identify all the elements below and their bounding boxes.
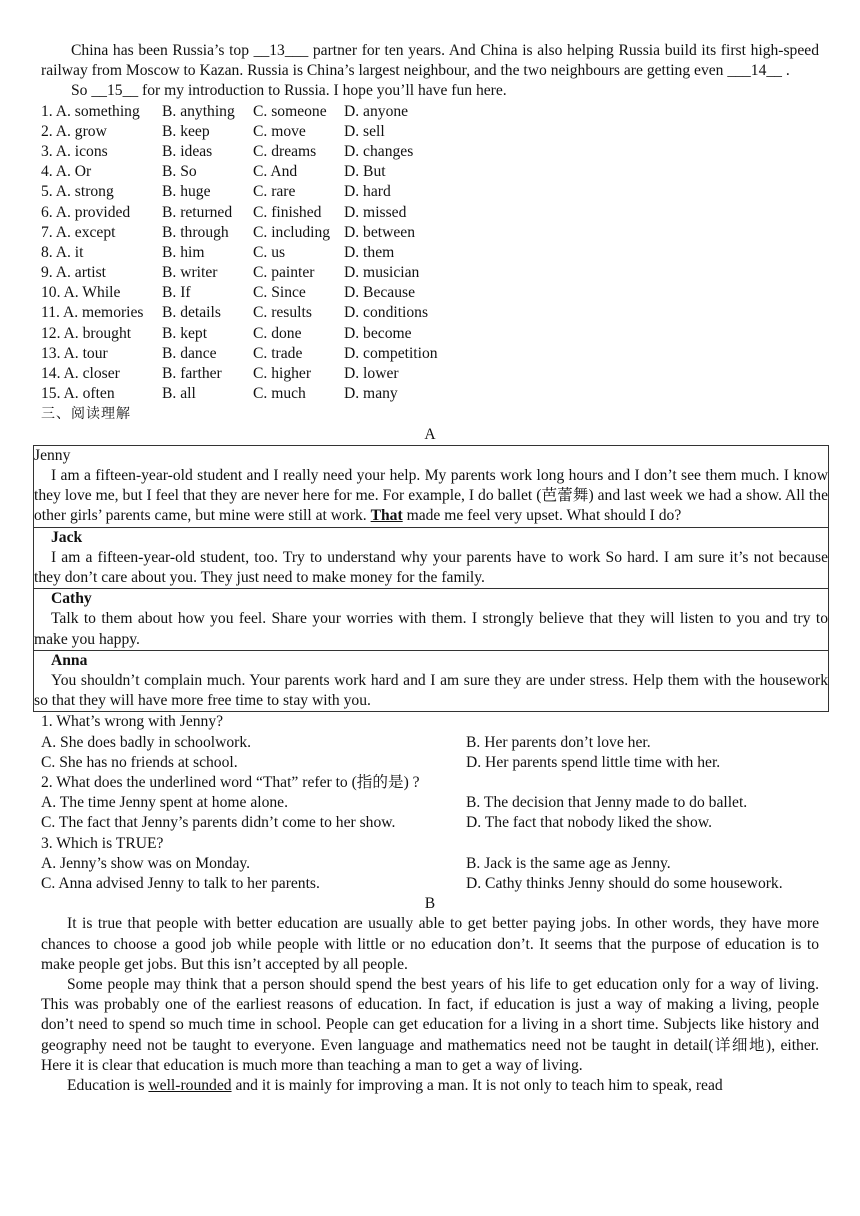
passage-b-paragraph-3: Education is well-rounded and it is mainly for improving a man. It is not only to teach him to speak, read	[67, 1076, 723, 1094]
option-a: 10. A. While	[41, 284, 121, 302]
option-row	[41, 364, 819, 384]
option-a: 5. A. strong	[41, 183, 114, 201]
option-b: B. through	[162, 223, 229, 241]
option-d: D. But	[344, 163, 386, 181]
option-d: D. missed	[344, 203, 407, 221]
letter-body: I am a fifteen-year-old student, too. Try to understand why your parents have to work So hard. I am sure it’s not because they don’t care about you. They just need to make money for the family.	[34, 548, 828, 587]
letter-anna	[34, 651, 828, 712]
option-row	[41, 162, 819, 182]
option-b: B. Her parents don’t love her.	[466, 733, 651, 751]
option-d: D. sell	[344, 122, 385, 140]
option-c: C. trade	[253, 344, 303, 362]
option-a: 11. A. memories	[41, 304, 144, 322]
letter-name: Jack	[51, 528, 83, 546]
option-row	[41, 243, 819, 263]
underlined-phrase-well-rounded: well-rounded	[148, 1076, 232, 1094]
option-b: B. The decision that Jenny made to do ballet.	[466, 794, 748, 812]
option-b: B. returned	[162, 203, 233, 221]
passage-b-paragraph-1: It is true that people with better education are usually able to get better paying jobs. In other words, they have more chances to choose a good job while people with little or no education don’t. It seems that the purpose of education is to make people get jobs. But this isn’t accepted by all people.	[41, 915, 819, 973]
option-c: C. someone	[253, 102, 327, 120]
option-c: C. Since	[253, 284, 306, 302]
letter-body: I am a fifteen-year-old student and I really need your help. My parents work long hours and I don’t see them much. I know they love me, but I feel that they are never here for me. For example, I do ballet (芭蕾舞) and last week we had a show. All the other girls’ parents came, but mine were still at work. That made me feel very upset. What should I do?	[34, 467, 828, 525]
question-stem: 1. What’s wrong with Jenny?	[41, 713, 224, 731]
blank-15: __15__	[91, 82, 139, 100]
option-b: B. farther	[162, 365, 222, 383]
question-stem: 3. Which is TRUE?	[41, 834, 164, 852]
option-b: B. details	[162, 304, 221, 322]
section-3-title: 三、阅读理解	[41, 406, 131, 423]
option-a: 8. A. it	[41, 243, 84, 261]
option-d: D. musician	[344, 264, 420, 282]
option-a: A. Jenny’s show was on Monday.	[41, 854, 251, 872]
option-b: B. him	[162, 243, 205, 261]
exam-page	[34, 41, 828, 1096]
option-row	[41, 223, 819, 243]
option-a: 4. A. Or	[41, 163, 92, 181]
option-a: A. She does badly in schoolwork.	[41, 733, 252, 751]
option-c: C. rare	[253, 183, 296, 201]
letter-name: Anna	[51, 651, 88, 669]
option-a: 13. A. tour	[41, 344, 108, 362]
option-d: D. them	[344, 243, 395, 261]
option-d: D. changes	[344, 142, 414, 160]
option-b: B. anything	[162, 102, 235, 120]
option-c: C. She has no friends at school.	[41, 753, 238, 771]
option-b: B. ideas	[162, 142, 213, 160]
option-a: A. The time Jenny spent at home alone.	[41, 794, 288, 812]
option-d: D. conditions	[344, 304, 429, 322]
option-d: D. Cathy thinks Jenny should do some housework.	[466, 874, 783, 892]
cloze-paragraph-1: China has been Russia’s top __13___ partner for ten years. And China is also helping Russia build its first high-speed railway from Moscow to Kazan. Russia is China’s largest neighbour, and the two neighbours are getting even ___14__ .	[41, 42, 819, 80]
blank-14: ___14__	[727, 62, 782, 80]
option-a: 3. A. icons	[41, 142, 108, 160]
option-b: B. huge	[162, 183, 211, 201]
option-b: B. kept	[162, 324, 208, 342]
option-d: D. lower	[344, 365, 399, 383]
option-row	[41, 122, 819, 142]
option-c: C. done	[253, 324, 302, 342]
option-a: 6. A. provided	[41, 203, 131, 221]
passage-a-label: A	[424, 425, 436, 443]
option-d: D. many	[344, 385, 398, 403]
letter-jack	[34, 528, 828, 590]
question-3	[41, 834, 819, 895]
letter-body: You shouldn’t complain much. Your parents work hard and I am sure they are under stress. Help them with the housework so that they will have more free time to stay with you.	[34, 672, 828, 710]
option-d: D. Her parents spend little time with her.	[466, 753, 721, 771]
option-row	[41, 263, 819, 283]
letters-table	[33, 445, 829, 713]
option-c: C. Anna advised Jenny to talk to her parents.	[41, 874, 320, 892]
option-b: B. Jack is the same age as Jenny.	[466, 854, 671, 872]
blank-13: __13___	[253, 42, 309, 59]
option-a: 9. A. artist	[41, 264, 106, 282]
question-stem: 2. What does the underlined word “That” refer to (指的是) ?	[41, 774, 420, 792]
option-a: 12. A. brought	[41, 324, 132, 342]
option-a: 2. A. grow	[41, 122, 107, 140]
option-c: C. finished	[253, 203, 322, 221]
option-a: 15. A. often	[41, 385, 115, 403]
option-a: 14. A. closer	[41, 365, 120, 383]
option-c: C. The fact that Jenny’s parents didn’t come to her show.	[41, 814, 396, 832]
option-c: C. results	[253, 304, 312, 322]
option-row	[41, 303, 819, 323]
option-row	[41, 344, 819, 364]
option-c: C. painter	[253, 264, 315, 282]
option-c: C. us	[253, 243, 286, 261]
option-b: B. keep	[162, 122, 210, 140]
option-d: D. hard	[344, 183, 391, 201]
option-b: B. So	[162, 163, 197, 181]
option-d: D. competition	[344, 344, 438, 362]
underlined-word-that: That	[370, 507, 403, 525]
passage-b-paragraph-2: Some people may think that a person should spend the best years of his life to get education only for a way of living. This was probably one of the earliest reasons of education. In fact, if education is just a way of making a living, people don’t need to spend so much time in school. People can get education for a living in a short time. Subjects like history and geography need not be taught to everyone. Even language and mathematics need not be taught in detail(详细地), either. Here it is clear that education is much more than teaching a man to get a way of living.	[41, 975, 819, 1074]
question-1	[41, 712, 819, 773]
option-row	[41, 283, 819, 303]
option-b: B. dance	[162, 344, 217, 362]
option-row	[41, 203, 819, 223]
option-c: C. And	[253, 163, 298, 181]
cloze-paragraph-2: So __15__ for my introduction to Russia. I hope you’ll have fun here.	[71, 82, 507, 100]
option-b: B. writer	[162, 264, 218, 282]
option-c: C. including	[253, 223, 331, 241]
option-row	[41, 384, 819, 404]
option-row	[41, 324, 819, 344]
passage-b-label: B	[424, 895, 436, 913]
option-row	[41, 182, 819, 202]
option-d: D. The fact that nobody liked the show.	[466, 814, 712, 832]
option-row	[41, 102, 819, 122]
option-a: 7. A. except	[41, 223, 116, 241]
letter-body: Talk to them about how you feel. Share your worries with them. I strongly believe that they will listen to you and try to make you happy.	[34, 610, 828, 648]
option-d: D. become	[344, 324, 412, 342]
letter-cathy	[34, 589, 828, 651]
option-d: D. anyone	[344, 102, 409, 120]
option-a: 1. A. something	[41, 102, 140, 120]
passage-a-questions	[41, 712, 819, 894]
letter-name: Cathy	[51, 590, 92, 608]
question-2	[41, 773, 819, 834]
option-b: B. all	[162, 385, 196, 403]
option-c: C. much	[253, 385, 306, 403]
option-c: C. move	[253, 122, 306, 140]
option-d: D. between	[344, 223, 416, 241]
option-row	[41, 142, 819, 162]
letter-jenny	[34, 446, 828, 528]
option-c: C. dreams	[253, 142, 317, 160]
option-d: D. Because	[344, 284, 416, 302]
option-c: C. higher	[253, 365, 312, 383]
letter-name: Jenny	[34, 446, 71, 464]
option-b: B. If	[162, 284, 191, 302]
cloze-options	[41, 102, 819, 405]
